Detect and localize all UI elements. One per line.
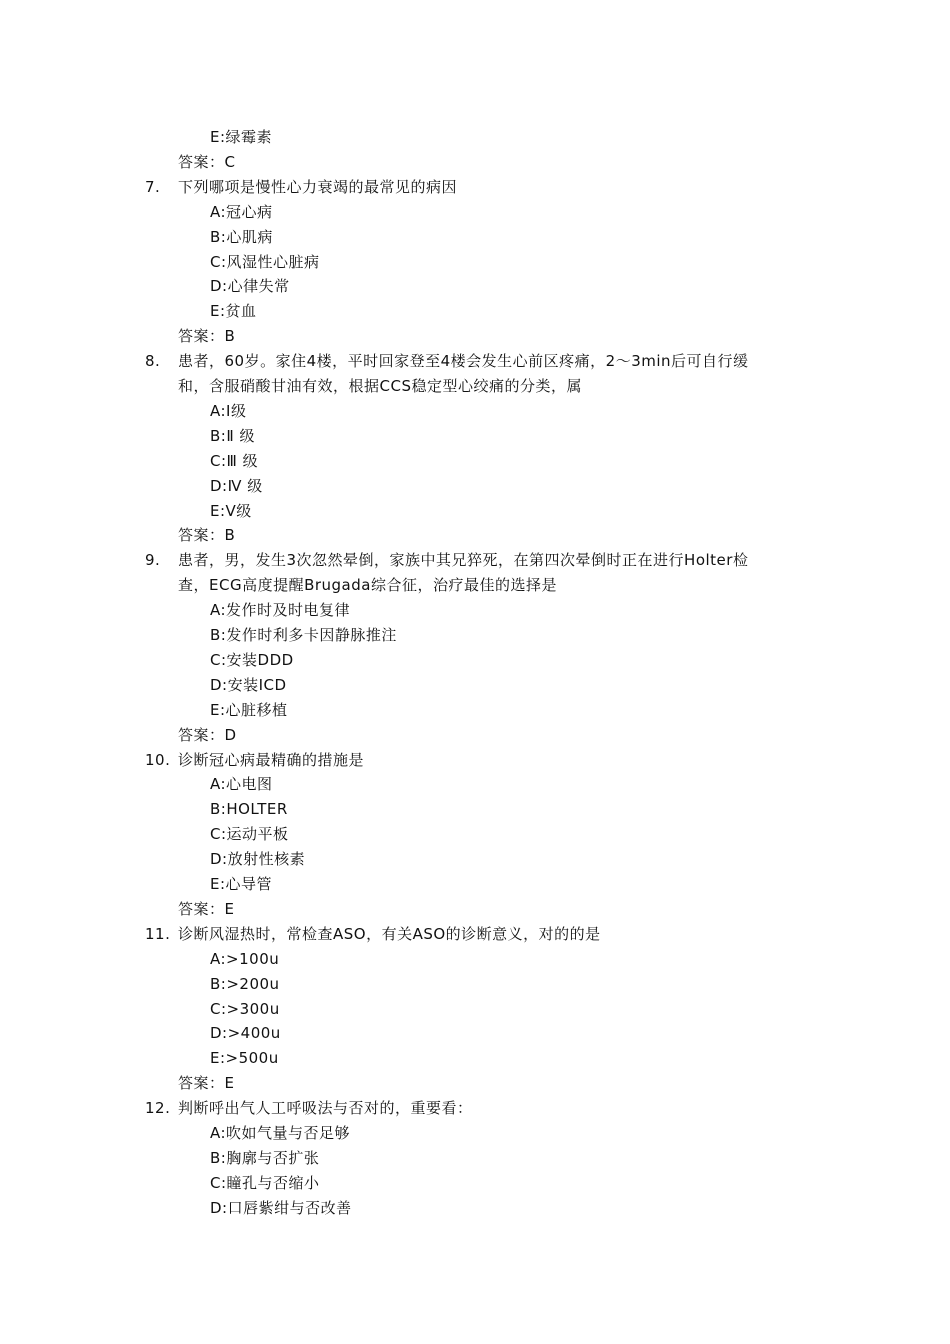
answer-option: C:Ⅲ 级 xyxy=(210,452,259,470)
answer-option: A:发作时及时电复律 xyxy=(210,601,351,619)
answer-option: B:Ⅱ 级 xyxy=(210,427,255,445)
question-text: 诊断冠心病最精确的措施是 xyxy=(178,751,365,769)
answer-key: 答案：D xyxy=(178,726,237,744)
question-text: 查，ECG高度提醒Brugada综合征，治疗最佳的选择是 xyxy=(178,576,557,594)
question-text: 和，含服硝酸甘油有效，根据CCS稳定型心绞痛的分类，属 xyxy=(178,377,582,395)
answer-option: B:胸廓与否扩张 xyxy=(210,1149,320,1167)
answer-option: A:心电图 xyxy=(210,775,273,793)
answer-option: C:>300u xyxy=(210,1000,280,1018)
answer-key: 答案：C xyxy=(178,153,236,171)
answer-key: 答案：B xyxy=(178,327,236,345)
answer-option: E:贫血 xyxy=(210,302,257,320)
question-number: 11. xyxy=(145,925,171,943)
answer-option: B:心肌病 xyxy=(210,228,273,246)
answer-option: B:>200u xyxy=(210,975,280,993)
answer-option: E:心脏移植 xyxy=(210,701,288,719)
question-number: 7. xyxy=(145,178,161,196)
question-text: 患者，60岁。家住4楼，平时回家登至4楼会发生心前区疼痛，2～3min后可自行缓 xyxy=(178,352,749,370)
answer-option: E:>500u xyxy=(210,1049,279,1067)
question-number: 9. xyxy=(145,551,161,569)
answer-option: E:心导管 xyxy=(210,875,273,893)
answer-option: D:Ⅳ 级 xyxy=(210,477,263,495)
question-text: 下列哪项是慢性心力衰竭的最常见的病因 xyxy=(178,178,458,196)
answer-option: D:放射性核素 xyxy=(210,850,306,868)
question-number: 12. xyxy=(145,1099,171,1117)
answer-option: D:心律失常 xyxy=(210,277,290,295)
answer-option: B:发作时利多卡因静脉推注 xyxy=(210,626,397,644)
question-text: 患者，男，发生3次忽然晕倒，家族中其兄猝死，在第四次晕倒时正在进行Holter检 xyxy=(178,551,749,569)
answer-option: D:口唇紫绀与否改善 xyxy=(210,1199,352,1217)
answer-option: B:HOLTER xyxy=(210,800,288,818)
question-text: 诊断风湿热时，常检查ASO，有关ASO的诊断意义，对的的是 xyxy=(178,925,601,943)
answer-key: 答案：E xyxy=(178,1074,235,1092)
answer-option: A:冠心病 xyxy=(210,203,273,221)
question-text: 判断呼出气人工呼吸法与否对的，重要看： xyxy=(178,1099,473,1117)
answer-option: A:吹如气量与否足够 xyxy=(210,1124,351,1142)
answer-option: A:Ⅰ级 xyxy=(210,402,247,420)
question-number: 10. xyxy=(145,751,171,769)
answer-option: C:瞳孔与否缩小 xyxy=(210,1174,320,1192)
answer-option: D:安装ICD xyxy=(210,676,287,694)
question-number: 8. xyxy=(145,352,161,370)
answer-option: A:>100u xyxy=(210,950,280,968)
answer-option: E:绿霉素 xyxy=(210,128,273,146)
answer-key: 答案：E xyxy=(178,900,235,918)
answer-option: C:安装DDD xyxy=(210,651,294,669)
answer-option: E:Ⅴ级 xyxy=(210,502,252,520)
answer-option: C:运动平板 xyxy=(210,825,289,843)
answer-option: C:风湿性心脏病 xyxy=(210,253,320,271)
answer-key: 答案：B xyxy=(178,526,236,544)
answer-option: D:>400u xyxy=(210,1024,281,1042)
